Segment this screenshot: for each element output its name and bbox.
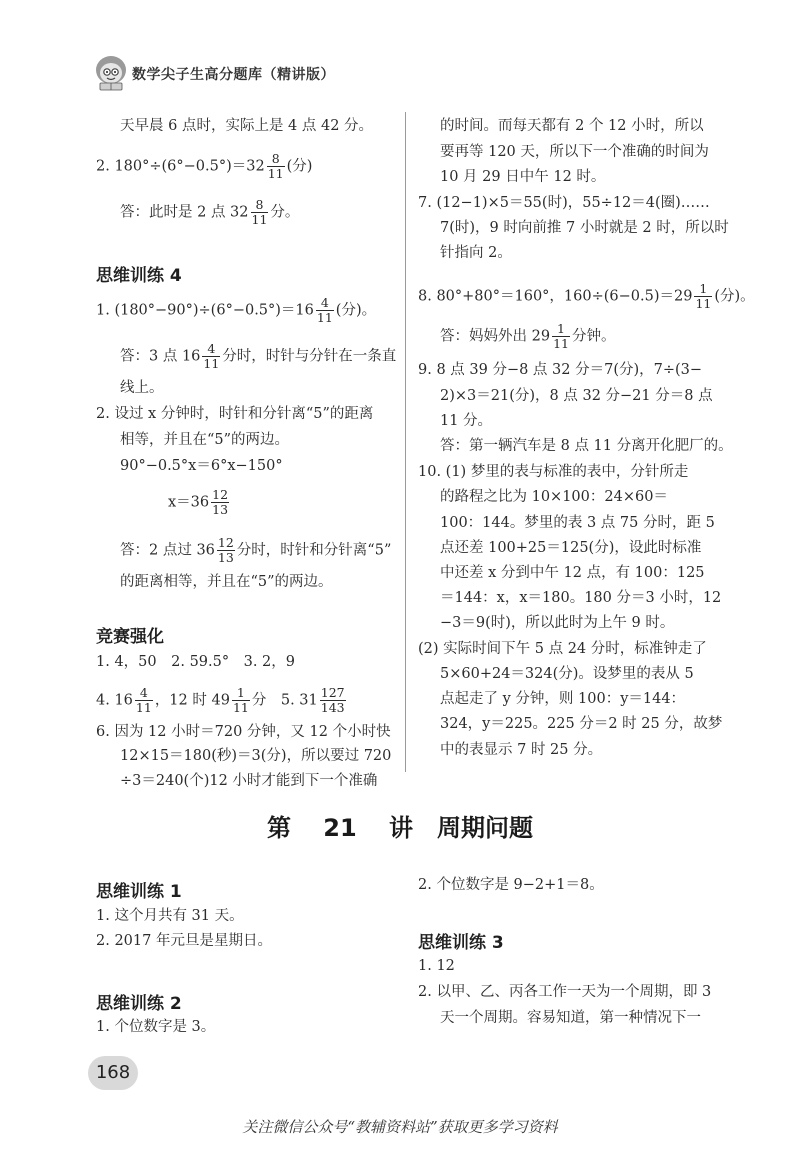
- header-title: 数学尖子生高分题库（精讲版）: [132, 67, 335, 83]
- text-line: 100：144。梦里的表 3 点 75 分时，距 5: [440, 515, 715, 531]
- footer-note: 关注微信公众号“教辅资料站”获取更多学习资料: [242, 1118, 558, 1136]
- text-line: 的路程之比为 10×100：24×60＝: [440, 489, 668, 505]
- section-heading: 思维训练 1: [96, 882, 182, 902]
- text-line: ÷3＝240(个)12 小时才能到下一个准确: [120, 773, 378, 789]
- text-line: 中的表显示 7 时 25 分。: [440, 742, 603, 758]
- text-line: 10 月 29 日中午 12 时。: [440, 169, 606, 185]
- lecture-title: 第 21 讲 周期问题: [266, 814, 534, 842]
- fraction: $\frac{1}{11}$: [695, 281, 712, 311]
- text-line: 5×60+24＝324(分)。设梦里的表从 5: [440, 666, 694, 682]
- text-line: 2. 2017 年元旦是星期日。: [96, 933, 272, 949]
- text-line: 的时间。而每天都有 2 个 12 小时，所以: [440, 118, 704, 134]
- section-heading: 思维训练 4: [96, 266, 182, 286]
- text-line: 9. 8 点 39 分−8 点 32 分＝7(分)，7÷(3−: [418, 362, 703, 378]
- answer-line: 2. 180°÷(6°−0.5°)＝32 $\frac{8}{11}$ (分): [96, 151, 313, 181]
- equation-line: 90°−0.5°x＝6°x−150°: [120, 458, 283, 474]
- equation-line: x＝36 $\frac{12}{13}$: [168, 487, 229, 517]
- text-line: 11 分。: [440, 413, 493, 429]
- section-heading: 思维训练 2: [96, 994, 182, 1014]
- fraction: $\frac{1}{11}$: [553, 321, 569, 351]
- fraction: $\frac{4}{11}$: [316, 295, 333, 325]
- page-number: 168: [88, 1056, 138, 1090]
- answer-line: 4. 16 $\frac{4}{11}$ ，12 时 49 $\frac{1}{11}$ 分 5. 31 $\frac{127}{143}$: [96, 685, 345, 715]
- answer-line: 答：3 点 16 $\frac{4}{11}$ 分时，时针与分针在一条直: [120, 341, 397, 371]
- text-line: 7(时)，9 时向前推 7 小时就是 2 时，所以时: [440, 220, 729, 236]
- text-line: 1. 12: [418, 958, 455, 974]
- text-line: 相等，并且在“5”的两边。: [120, 432, 290, 448]
- text-line: 天早晨 6 点时，实际上是 4 点 42 分。: [120, 118, 374, 134]
- fraction: $\frac{4}{11}$: [135, 685, 152, 715]
- fraction: $\frac{12}{13}$: [212, 487, 229, 517]
- text-line: 1. 这个月共有 31 天。: [96, 908, 244, 924]
- answer-line: 答：此时是 2 点 32 $\frac{8}{11}$ 分。: [120, 197, 300, 227]
- text-line: 点起走了 y 分钟，则 100：y＝144：: [440, 691, 686, 707]
- mascot-logo: [92, 52, 130, 92]
- text-line: 线上。: [120, 380, 164, 396]
- text-line: 天一个周期。容易知道，第一种情况下一: [440, 1010, 701, 1026]
- text-line: 12×15＝180(秒)＝3(分)，所以要过 720: [120, 748, 392, 764]
- text-line: (2) 实际时间下午 5 点 24 分时，标准钟走了: [418, 641, 707, 657]
- fraction: $\frac{8}{11}$: [267, 151, 284, 181]
- text-line: −3＝9(时)，所以此时为上午 9 时。: [440, 615, 675, 631]
- text-line: 6. 因为 12 小时＝720 分钟，又 12 个小时快: [96, 724, 391, 740]
- answer-line: 8. 80°+80°＝160°，160÷(6−0.5)＝29 $\frac{1}{11}$ (分)。: [418, 281, 755, 311]
- text-line: 2. 以甲、乙、丙各工作一天为一个周期，即 3: [418, 984, 712, 1000]
- text-line: 点还差 100+25＝125(分)，设此时标准: [440, 540, 702, 556]
- text-line: ＝144：x，x＝180。180 分＝3 小时，12: [440, 590, 722, 606]
- fraction: $\frac{12}{13}$: [217, 535, 234, 565]
- section-heading: 思维训练 3: [418, 933, 504, 953]
- text-line: 1. 个位数字是 3。: [96, 1019, 216, 1035]
- text-line: 要再等 120 天，所以下一个准确的时间为: [440, 144, 709, 160]
- text-line: 2. 设过 x 分钟时，时针和分针离“5”的距离: [96, 406, 374, 422]
- text-line: 针指向 2。: [440, 245, 512, 261]
- text-line: 10. (1) 梦里的表与标准的表中，分针所走: [418, 464, 689, 480]
- text-line: 2)×3＝21(分)，8 点 32 分−21 分＝8 点: [440, 388, 713, 404]
- text-line: 1. 4，50 2. 59.5° 3. 2，9: [96, 654, 295, 670]
- fraction: $\frac{127}{143}$: [320, 685, 345, 715]
- text-line: 2. 个位数字是 9−2+1＝8。: [418, 877, 604, 893]
- answer-line: 1. (180°−90°)÷(6°−0.5°)＝16 $\frac{4}{11}$ (分)。: [96, 295, 377, 325]
- text-line: 324，y＝225。225 分＝2 时 25 分，故梦: [440, 716, 723, 732]
- fraction: $\frac{4}{11}$: [203, 341, 220, 371]
- text-line: 答：第一辆汽车是 8 点 11 分离开化肥厂的。: [440, 438, 733, 454]
- answer-line: 答：妈妈外出 29 $\frac{1}{11}$ 分钟。: [440, 321, 616, 351]
- answer-line: 答：2 点过 36 $\frac{12}{13}$ 分时，时针和分针离“5”: [120, 535, 392, 565]
- column-divider: [405, 112, 406, 772]
- text-line: 的距离相等，并且在“5”的两边。: [120, 574, 333, 590]
- text-line: 7. (12−1)×5＝55(时)，55÷12＝4(圈)……: [418, 195, 710, 211]
- fraction: $\frac{8}{11}$: [251, 197, 268, 227]
- text-line: 中还差 x 分到中午 12 点，有 100：125: [440, 565, 705, 581]
- section-heading: 竞赛强化: [96, 627, 164, 647]
- fraction: $\frac{1}{11}$: [232, 685, 249, 715]
